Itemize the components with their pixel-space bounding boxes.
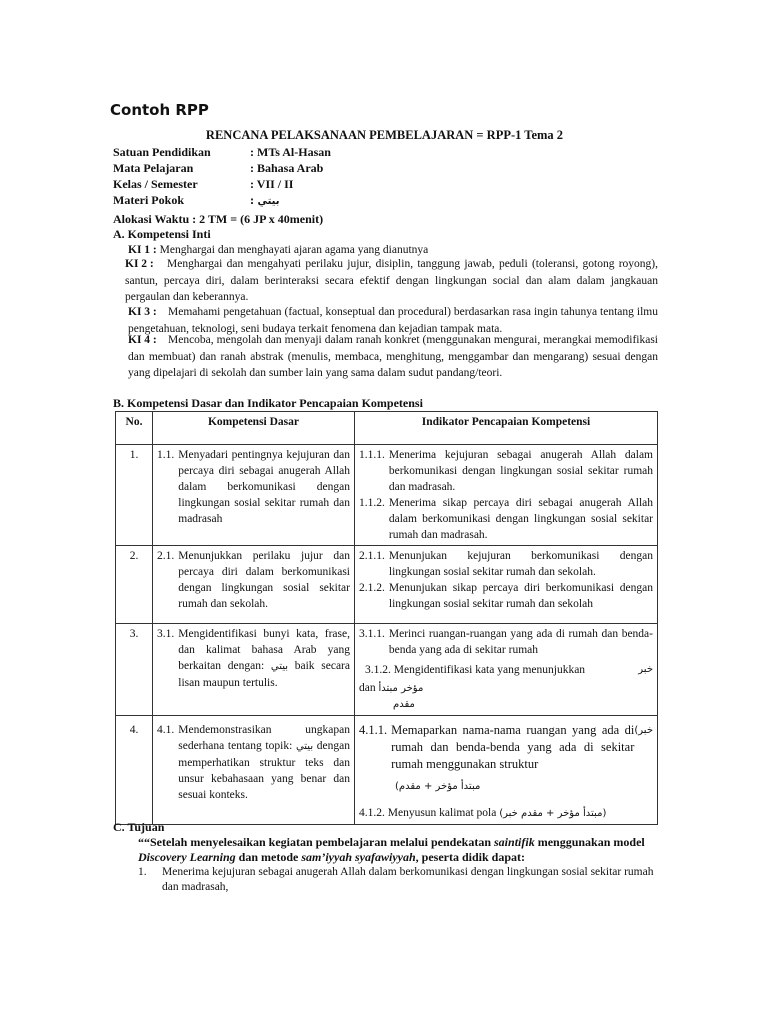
indicator-number: 2.1.1. — [359, 550, 385, 562]
info-value: : MTs Al-Hasan — [250, 145, 331, 159]
info-label: Satuan Pendidikan — [113, 145, 211, 159]
kd-text-end: dengan memperhatikan struktur teks dan unsur kebahasaan yang benar dan sesuai konteks. — [178, 740, 351, 801]
goal-number: 1. — [138, 866, 147, 878]
indicator-text: Menerima sikap percaya diri sebagai anugerah Allah dalam berkomunikasi dengan lingkungan sosial sekitar rumah dan madrasah. — [388, 497, 653, 541]
kd-text: Menunjukkan perilaku jujur dan percaya diri dalam berkomunikasi dengan lingkungan sosial sekitar rumah dan sekolah. — [178, 550, 350, 610]
intro-text: dan metode — [235, 850, 302, 864]
table-row — [116, 716, 658, 825]
indicator-text: Menunjukan kejujuran berkomunikasi dengan lingkungan sosial sekitar rumah dan sekolah. — [388, 550, 653, 578]
ki-label: KI 4 : — [128, 334, 157, 346]
ki-3 — [128, 304, 658, 335]
indicator-number: 3.1.1. — [359, 628, 385, 640]
indicator-text: Menerima kejujuran sebagai anugerah Allah dalam berkomunikasi dengan lingkungan sosial sekitar rumah dan madrasah. — [388, 449, 653, 493]
column-header-no: No. — [116, 412, 153, 445]
arabic-term: (مبتدأ مؤخر + مقدم — [395, 781, 481, 792]
kd-number: 3.1. — [157, 628, 175, 640]
arabic-term: مقدم — [393, 699, 415, 710]
ki-text: Menghargai dan menghayati ajaran agama yang dianutnya — [159, 244, 429, 256]
kd-text-end: baik secara lisan maupun tertulis. — [178, 660, 350, 689]
indicator-text: Menunjukan sikap percaya diri berkomunikasi dengan lingkungan sosial sekitar rumah dan sekolah — [388, 582, 653, 610]
ki-text: Menghargai dan mengahyati perilaku jujur, disiplin, tanggung jawab, peduli (toleransi, gotong royong), santun, percaya diri, dalam berinteraksi secara efektif dengan lingkungan social dan alam dalam jangkauan pergaulan dan keberannya. — [125, 258, 658, 303]
kd-cell — [153, 716, 355, 825]
kd-cell — [153, 445, 355, 546]
info-row-satuan — [113, 145, 331, 160]
kompetensi-table — [115, 411, 658, 825]
info-value: : VII / II — [250, 177, 294, 191]
ki-label: KI 1 : — [128, 244, 157, 256]
document-heading: Contoh RPP — [110, 101, 209, 119]
info-value: : بيتي — [250, 196, 280, 207]
info-value: : Bahasa Arab — [250, 161, 324, 175]
ki-text: Memahami pengetahuan (factual, konseptual dan procedural) berdasarkan rasa ingin tahunya tentang ilmu pengetahuan, teknologi, seni budaya terkait fenomena dan kejadian tampak mata. — [128, 306, 658, 335]
intro-emphasis: saintifik — [494, 835, 535, 849]
row-number: 1. — [116, 445, 153, 546]
indicator-cell — [355, 546, 658, 624]
ki-label: KI 3 : — [128, 306, 157, 318]
indicator-cell — [355, 445, 658, 546]
ki-text: Mencoba, mengolah dan menyaji dalam ranah konkret (menggunakan mengurai, merangkai memodifikasi dan membuat) dan ranah abstrak (menulis, membaca, menghitung, menggambar dan mengarang) sesuai dengan yang dipelajari di sekolah dan sumber lain yang sama dalam sudut pandang/teori. — [128, 334, 658, 379]
column-header-kd: Kompetensi Dasar — [153, 412, 355, 445]
indicator-cell — [355, 716, 658, 825]
info-label: Materi Pokok — [113, 193, 184, 207]
info-label: Kelas / Semester — [113, 177, 198, 191]
indicator-number: 1.1.1. — [359, 449, 385, 461]
goal-item — [138, 865, 663, 895]
tujuan-intro — [138, 835, 663, 865]
indicator-4-1-2 — [359, 805, 653, 822]
table-row — [116, 546, 658, 624]
ki-label: KI 2 : — [125, 258, 154, 270]
kd-text: Mengidentifikasi bunyi kata, frase, dan kalimat bahasa Arab yang berkaitan dengan: — [178, 628, 350, 672]
kd-number: 1.1. — [157, 449, 175, 461]
column-header-indikator: Indikator Pencapaian Kompetensi — [355, 412, 658, 445]
info-row-mapel — [113, 161, 323, 176]
info-row-materi — [113, 193, 280, 208]
intro-text: menggunakan model — [534, 835, 645, 849]
indicator-text: Memaparkan nama-nama ruangan yang ada di rumah dan benda-benda yang ada di sekitar rumah menggunakan struktur — [391, 723, 635, 771]
intro-text: , peserta didik dapat: — [415, 850, 526, 864]
kd-cell — [153, 624, 355, 716]
row-number: 2. — [116, 546, 153, 624]
rpp-title: RENCANA PELAKSANAAN PEMBELAJARAN = RPP-1 Tema 2 — [205, 128, 564, 142]
info-row-kelas — [113, 177, 293, 192]
table-row — [116, 624, 658, 716]
ki-4 — [128, 332, 658, 379]
kd-text: Mendemonstrasikan ungkapan sederhana tentang topik: — [178, 724, 350, 752]
intro-emphasis: Discovery Learning — [138, 850, 236, 864]
goal-text: Menerima kejujuran sebagai anugerah Allah dalam berkomunikasi dengan lingkungan sosial sekitar rumah dan madrasah, — [162, 866, 654, 893]
section-a-heading: A. Kompetensi Inti — [113, 227, 211, 241]
kd-arabic: بيتي — [295, 741, 314, 752]
kd-number: 4.1. — [157, 724, 175, 736]
kd-arabic: بيتي — [270, 661, 289, 672]
indicator-3-1-2-cont — [359, 680, 653, 697]
arabic-term: (مبتدأ مؤخر + مقدم خبر) — [499, 808, 607, 819]
section-b-heading: B. Kompetensi Dasar dan Indikator Pencapaian Kompetensi — [113, 396, 423, 410]
indicator-number: 4.1.1. — [359, 723, 388, 737]
table-row — [116, 445, 658, 546]
arabic-term: خبر — [638, 664, 653, 675]
intro-emphasis: sam’iyyah syafawiyyah — [301, 850, 416, 864]
arabic-term: مؤخر مبتدأ — [378, 683, 424, 694]
row-number: 3. — [116, 624, 153, 716]
kd-text: Menyadari pentingnya kejujuran dan percaya diri sebagai anugerah Allah dalam berkomunikasi dengan lingkungan sosial sekitar rumah dan madrasah — [178, 449, 350, 525]
section-c-heading: C. Tujuan — [113, 820, 165, 834]
intro-text: ““Setelah menyelesaikan kegiatan pembelajaran melalui pendekatan — [138, 835, 495, 849]
kd-number: 2.1. — [157, 550, 175, 562]
info-label: Mata Pelajaran — [113, 161, 194, 175]
indicator-number: 2.1.2. — [359, 582, 385, 594]
indicator-text: 4.1.2. Menyusun kalimat pola — [359, 807, 497, 819]
ki-2 — [125, 256, 658, 306]
indicator-3-1-2 — [359, 662, 653, 678]
indicator-text: 3.1.2. Mengidentifikasi kata yang menunjukkan — [365, 664, 586, 676]
indicator-cell — [355, 624, 658, 716]
indicator-text: Merinci ruangan-ruangan yang ada di rumah dan benda-benda yang ada di sekitar rumah — [388, 628, 653, 656]
indicator-number: 1.1.2. — [359, 497, 385, 509]
indicator-text: dan — [359, 682, 376, 694]
table-header-row — [116, 412, 658, 445]
arabic-term: (خبر — [634, 725, 653, 736]
row-number: 4. — [116, 716, 153, 825]
kd-cell — [153, 546, 355, 624]
alokasi-waktu: Alokasi Waktu : 2 TM = (6 JP x 40menit) — [113, 212, 324, 226]
